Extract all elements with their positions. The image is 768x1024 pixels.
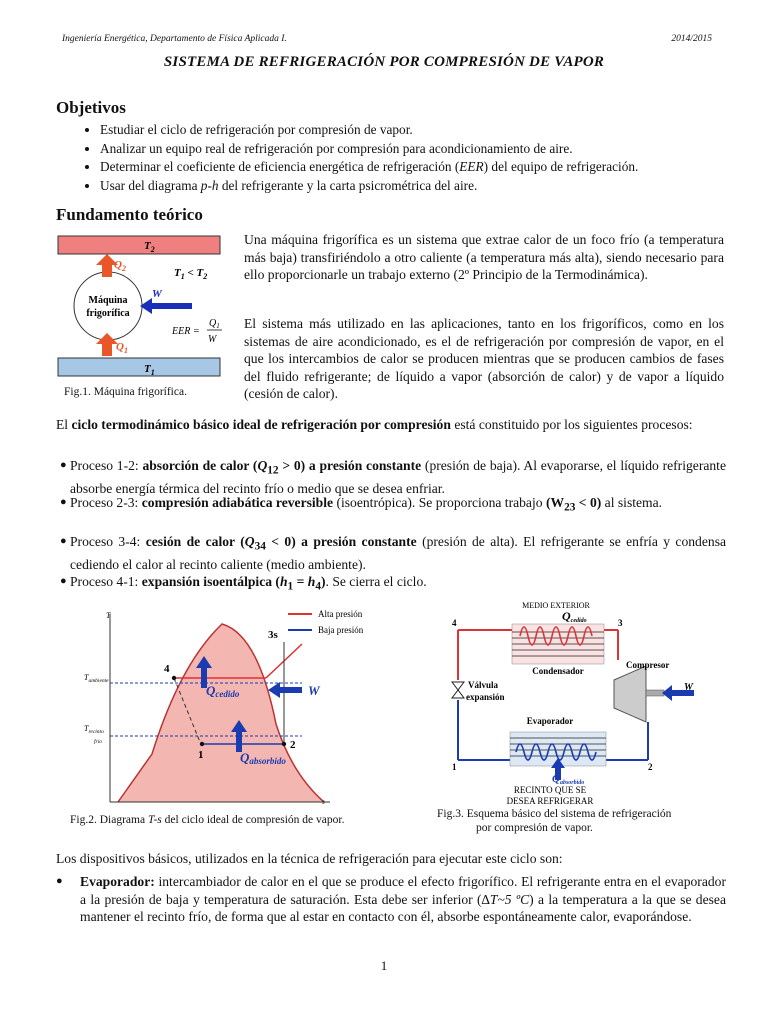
proceso-1-2: ● Proceso 1-2: absorción de calor $(Q_{12} > 0)$ a presión constante (presión de baja). Al evaporarse, el líquido refrigerante absorbe energía térmica del recinto frío o medio que se desea enfriar. [60, 458, 726, 497]
condensador-label: Condensador [532, 666, 584, 676]
q1-label: $Q_1$ [116, 341, 128, 355]
recinto-label-1: RECINTO QUE SE [513, 785, 587, 795]
fig2-ts-diagram [80, 604, 420, 806]
point-4: 4 [164, 663, 170, 675]
w-label: W [152, 288, 162, 300]
list-item: • Determinar el coeficiente de eficiencia energética de refrigeración (EER) del equipo de refrigeración. [100, 158, 768, 177]
eer-label: EER = [172, 326, 200, 337]
t2-label: $T_2$ [144, 240, 155, 254]
hot-reservoir [58, 236, 220, 254]
axis-t-label: T [106, 611, 111, 620]
page-title: SISTEMA DE REFRIGERACIÓN POR COMPRESIÓN DE VAPOR [163, 54, 605, 70]
axis-s-label: s [322, 798, 325, 806]
fundamento-paragraph-1: Una máquina frigorífica es un sistema que extrae calor de un foco frío (a temperatura más baja) transfiriéndolo a otro caliente (a temperatura más alta), siendo necesario para ello proporcionarle un trabajo externo (2º Principio de la Termodinámica). [244, 232, 724, 283]
fig1-machine-diagram [56, 232, 236, 384]
t-recinto-label: $T_{recinto}$ [84, 724, 104, 735]
compresor-label: Compresor [626, 660, 670, 670]
valvula-label-1: Válvula [468, 680, 499, 690]
fig3-schematic [440, 598, 730, 806]
q-cedido-label: Qcedido [206, 683, 240, 699]
dispositivos-intro: Los dispositivos básicos, utilizados en la técnica de refrigeración para ejecutar este ciclo son: [56, 851, 563, 866]
objetivos-list [74, 121, 768, 195]
recinto-label-2: DESEA REFRIGERAR [506, 796, 594, 806]
header-left: Ingeniería Energética, Departamento de Física Aplicada I. [62, 34, 287, 44]
q-absorbido-label: Qabsorbido [552, 773, 585, 786]
w-label: W [684, 682, 693, 693]
proceso-2-3: ● Proceso 2-3: compresión adiabática reversible (isoentrópica). Se proporciona trabajo $(W_{23} < 0)$ al sistema. [60, 495, 663, 514]
node-2: 2 [648, 762, 653, 772]
t-recinto-sub: frío [94, 739, 102, 745]
w-label: W [308, 683, 320, 698]
machine-label-1: Máquina [88, 295, 128, 306]
cold-reservoir [58, 358, 220, 376]
fig2-caption: Fig.2. Diagrama T-s del ciclo ideal de compresión de vapor. [70, 814, 345, 826]
t-ambiente-label: $T_{ambiente}$ [84, 673, 109, 684]
evaporador-paragraph: Evaporador: intercambiador de calor en el que se produce el efecto frigorífico. El refrigerante entra en el evaporador a la presión de baja y temperatura de saturación. Esta debe ser inferior (∆T~5 ºC) a la temperatura a la que se desea mantener el recinto frío, de forma que al estar en contacto con él, absorbe espontáneamente calor, evaporándose. [80, 874, 726, 925]
condition-label: $T_1 < T_2$ [174, 267, 208, 281]
ciclo-intro: El ciclo termodinámico básico ideal de refrigeración por compresión está constituido por los siguientes procesos: [56, 417, 693, 432]
fundamento-paragraph-2: El sistema más utilizado en las aplicaciones, tanto en los frigoríficos, como en los sistemas de aire acondicionado, es el de refrigeración por compresión de vapor, en el que los intercambios de calor se producen mientras que se producen cambios de fases del fluido refrigerante; de líquido a vapor (absorción de calor) y de vapor a líquido (cesión de calor). [244, 316, 724, 402]
point-3s: 3s [268, 629, 278, 641]
machine-circle [74, 272, 142, 340]
q2-arrow [102, 263, 112, 277]
valvula-label-2: expansión [466, 692, 505, 702]
fig3-caption-2: por compresión de vapor. [476, 822, 593, 834]
list-item: • Usar del diagrama p-h del refrigerante y la carta psicrométrica del aire. [100, 177, 768, 196]
page-number: 1 [380, 958, 388, 973]
fig3-caption-1: Fig.3. Esquema básico del sistema de refrigeración [437, 808, 672, 820]
list-item: • Analizar un equipo real de refrigeración por compresión para acondicionamiento de aire. [100, 140, 768, 159]
machine-label-2: frigorífica [86, 308, 130, 319]
q-absorbido-label: Qabsorbido [240, 750, 286, 766]
point-1: 1 [198, 749, 204, 761]
node-1: 1 [452, 762, 457, 772]
proceso-4-1: ● Proceso 4-1: expansión isoentálpica $(h_1 = h_4)$. Se cierra el ciclo. [60, 574, 427, 593]
compressor [614, 666, 646, 722]
list-item: • Estudiar el ciclo de refrigeración por compresión de vapor. [100, 121, 768, 140]
eer-numerator: $Q_1$ [209, 318, 220, 330]
legend-low: Baja presión [318, 625, 364, 635]
node-3: 3 [618, 618, 623, 628]
w-arrow [152, 303, 192, 309]
header-right: 2014/2015 [671, 34, 712, 44]
legend-high: Alta presión [318, 609, 363, 619]
q-cedido-label: Qcedido [562, 609, 587, 624]
node-4: 4 [452, 618, 457, 628]
fundamento-heading: Fundamento teórico [56, 205, 203, 224]
saturation-dome-fill [118, 624, 324, 802]
point-2: 2 [290, 739, 296, 751]
q2-label: $Q_2$ [114, 259, 126, 273]
objetivos-heading: Objetivos [56, 98, 126, 117]
evaporador-label: Evaporador [526, 716, 574, 726]
eer-denominator: W [208, 334, 217, 345]
medio-exterior-label: MEDIO EXTERIOR [522, 601, 590, 610]
t1-label: $T_1$ [144, 363, 155, 377]
expansion-valve [452, 682, 464, 698]
fig1-caption: Fig.1. Máquina frigorífica. [64, 386, 187, 398]
proceso-3-4: ● Proceso 3-4: cesión de calor $(Q_{34} < 0)$ a presión constante (presión de alta). El refrigerante se enfría y condensa cediendo el calor al recinto caliente (medio ambiente). [60, 534, 727, 573]
